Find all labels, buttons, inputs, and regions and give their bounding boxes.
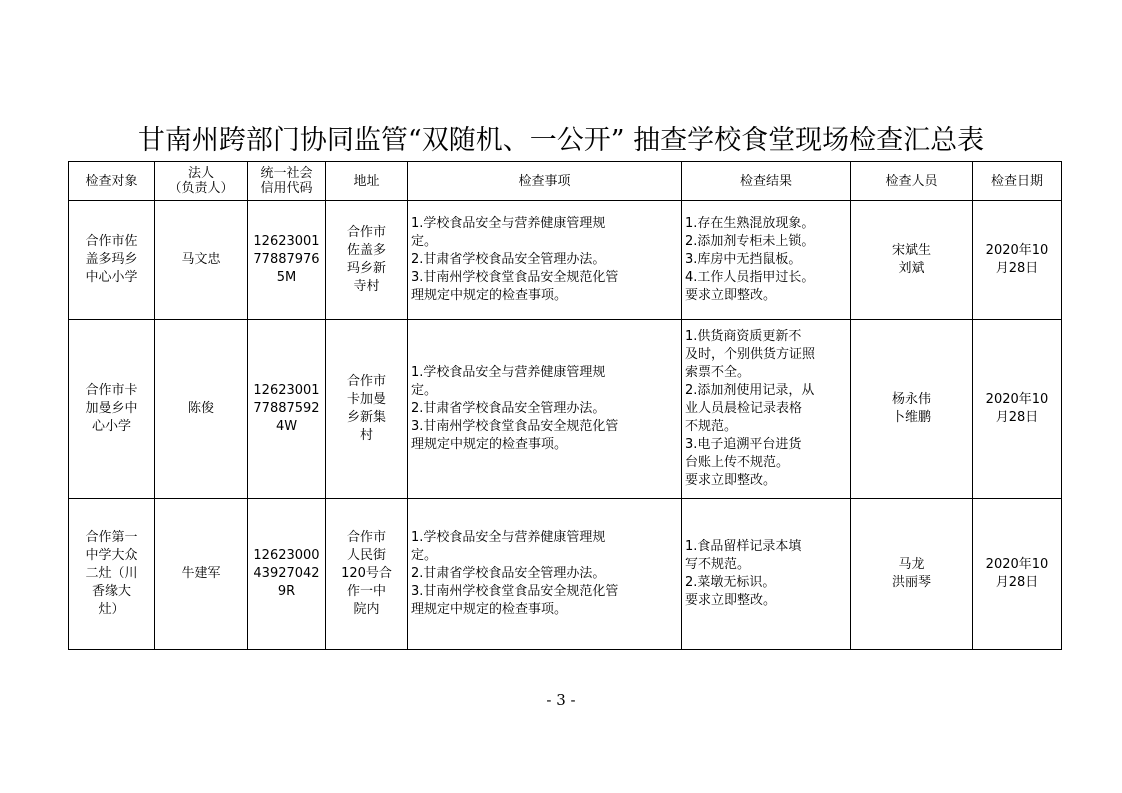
cell-result: 1.供货商资质更新不 及时，个别供货方证照 索票不全。 2.添加剂使用记录，从 业人员晨检记录表格 不规范。 3.电子追溯平台进货 台账上传不规范。 要求立即整改。 xyxy=(682,320,851,499)
cell-credit-code: 12623001 77887976 5M xyxy=(248,201,326,320)
cell-address: 合作市 佐盖多 玛乡新 寺村 xyxy=(326,201,408,320)
cell-target: 合作市佐 盖多玛乡 中心小学 xyxy=(69,201,155,320)
cell-items: 1.学校食品安全与营养健康管理规 定。 2.甘肃省学校食品安全管理办法。 3.甘南州学校食堂食品安全规范化管 理规定中规定的检查事项。 xyxy=(408,320,682,499)
cell-items: 1.学校食品安全与营养健康管理规 定。 2.甘肃省学校食品安全管理办法。 3.甘南州学校食堂食品安全规范化管 理规定中规定的检查事项。 xyxy=(408,499,682,650)
cell-result: 1.存在生熟混放现象。 2.添加剂专柜未上锁。 3.库房中无挡鼠板。 4.工作人员指甲过长。 要求立即整改。 xyxy=(682,201,851,320)
cell-credit-code: 12623001 77887592 4W xyxy=(248,320,326,499)
cell-date: 2020年10 月28日 xyxy=(973,201,1062,320)
header-result: 检查结果 xyxy=(682,162,851,201)
table-row xyxy=(69,499,1062,650)
header-address: 地址 xyxy=(326,162,408,201)
cell-legal-person: 马文忠 xyxy=(155,201,248,320)
cell-inspectors: 马龙 洪丽琴 xyxy=(851,499,973,650)
table-header-row xyxy=(69,162,1062,201)
cell-items: 1.学校食品安全与营养健康管理规 定。 2.甘肃省学校食品安全管理办法。 3.甘南州学校食堂食品安全规范化管 理规定中规定的检查事项。 xyxy=(408,201,682,320)
cell-address: 合作市 人民街 120号合 作一中 院内 xyxy=(326,499,408,650)
header-target: 检查对象 xyxy=(69,162,155,201)
cell-date: 2020年10 月28日 xyxy=(973,320,1062,499)
cell-result: 1.食品留样记录本填 写不规范。 2.菜墩无标识。 要求立即整改。 xyxy=(682,499,851,650)
cell-credit-code: 12623000 43927042 9R xyxy=(248,499,326,650)
document-title: 甘南州跨部门协同监管“双随机、一公开” 抽查学校食堂现场检查汇总表 xyxy=(137,125,985,156)
cell-target: 合作市卡 加曼乡中 心小学 xyxy=(69,320,155,499)
table-row xyxy=(69,320,1062,499)
cell-target: 合作第一 中学大众 二灶（川 香缘大 灶） xyxy=(69,499,155,650)
header-credit-code: 统一社会 信用代码 xyxy=(248,162,326,201)
cell-inspectors: 宋斌生 刘斌 xyxy=(851,201,973,320)
header-inspectors: 检查人员 xyxy=(851,162,973,201)
cell-date: 2020年10 月28日 xyxy=(973,499,1062,650)
table-row xyxy=(69,201,1062,320)
cell-inspectors: 杨永伟 卜维鹏 xyxy=(851,320,973,499)
page-number: - 3 - xyxy=(546,691,576,709)
cell-legal-person: 陈俊 xyxy=(155,320,248,499)
header-legal-person: 法人 （负责人） xyxy=(155,162,248,201)
cell-legal-person: 牛建军 xyxy=(155,499,248,650)
header-items: 检查事项 xyxy=(408,162,682,201)
header-date: 检查日期 xyxy=(973,162,1062,201)
inspection-summary-table xyxy=(68,161,1062,650)
cell-address: 合作市 卡加曼 乡新集 村 xyxy=(326,320,408,499)
